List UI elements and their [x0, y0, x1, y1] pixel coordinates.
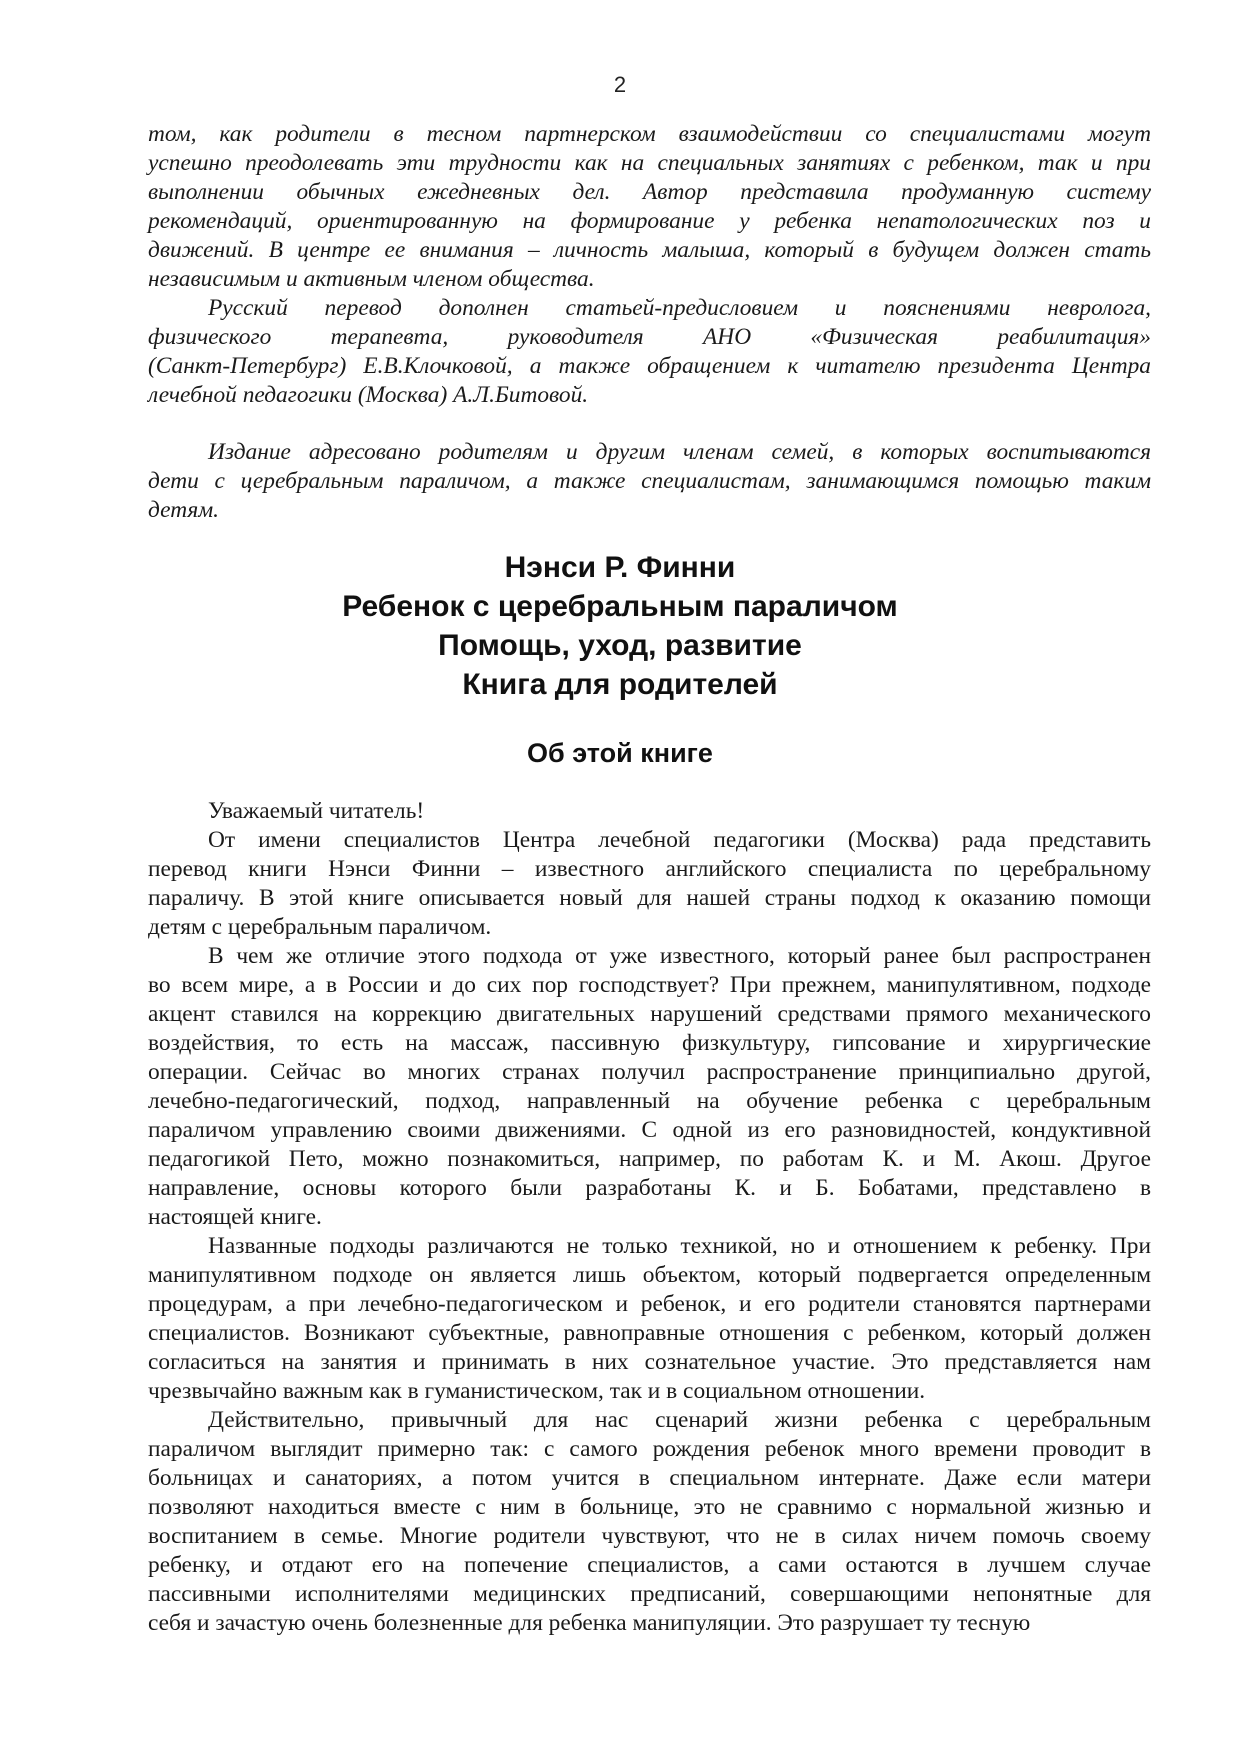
page-number: 2 — [613, 72, 627, 97]
body-line: чрезвычайно важным как в гуманистическом, так и в социальном отношении. — [148, 1378, 926, 1404]
body-line: акцент ставился на коррекцию двигательных нарушений средствами прямого механического — [148, 1001, 1151, 1027]
body-line: параличу. В этой книге описывается новый для нашей страны подход к оказанию помощи — [148, 885, 1151, 911]
body-line: воздействия, то есть на массаж, пассивную физкультуру, гипсование и хирургические — [148, 1030, 1151, 1056]
body-paragraph — [148, 826, 1151, 942]
body-line: детям с церебральным параличом. — [148, 914, 492, 940]
body-line: себя и зачастую очень болезненные для ребенка манипуляции. Это разрушает ту тесную — [148, 1610, 1031, 1636]
body-line: во всем мире, а в России и до сих пор господствует? При прежнем, манипулятивном, подходе — [148, 972, 1151, 998]
abstract-line: успешно преодолевать эти трудности как на специальных занятиях с ребенком, так и при — [148, 150, 1151, 176]
abstract-line: (Санкт-Петербург) Е.В.Клочковой, а также обращением к читателю президента Центра — [148, 353, 1151, 379]
abstract-line: выполнении обычных ежедневных дел. Автор представила продуманную систему — [148, 179, 1151, 205]
body-line: согласиться на занятия и принимать в них сознательное участие. Это представляется нам — [148, 1349, 1151, 1375]
body-line: перевод книги Нэнси Финни – известного английского специалиста по церебральному — [148, 856, 1151, 882]
abstract-line: независимым и активным членом общества. — [148, 266, 595, 292]
body-paragraph — [148, 797, 1151, 826]
body-line: настоящей книге. — [148, 1204, 322, 1230]
book-author: Нэнси Р. Финни — [504, 551, 736, 584]
body-line: позволяют находиться вместе с ним в больнице, это не сравнимо с нормальной жизнью и — [148, 1494, 1151, 1520]
abstract-line: дети с церебральным параличом, а также специалистам, занимающимся помощью таким — [148, 468, 1151, 494]
abstract-line: детям. — [148, 497, 220, 523]
book-subtitle: Помощь, уход, развитие — [438, 629, 802, 662]
abstract-block — [148, 120, 1151, 525]
body-line: ребенку, и отдают его на попечение специалистов, а сами остаются в лучшем случае — [148, 1552, 1151, 1578]
abstract-paragraph — [148, 120, 1151, 294]
body-line: больницах и санаториях, а потом учится в специальном интернате. Даже если матери — [148, 1465, 1151, 1491]
body-line: От имени специалистов Центра лечебной педагогики (Москва) рада представить — [208, 827, 1151, 853]
body-line: воспитанием в семье. Многие родители чувствуют, что не в силах ничем помочь своему — [148, 1523, 1151, 1549]
body-paragraph — [148, 1406, 1151, 1638]
paragraph-gap — [148, 410, 1151, 438]
book-title: Ребенок с церебральным параличом — [342, 590, 898, 623]
body-line: процедурам, а при лечебно-педагогическом и ребенок, и его родители становятся партнерами — [148, 1291, 1151, 1317]
body-line: лечебно-педагогический, подход, направленный на обучение ребенка с церебральным — [148, 1088, 1151, 1114]
body-line: манипулятивном подходе он является лишь объектом, который подвергается определенным — [148, 1262, 1151, 1288]
abstract-line: Издание адресовано родителям и другим членам семей, в которых воспитываются — [208, 439, 1151, 465]
abstract-line: рекомендаций, ориентированную на формирование у ребенка непатологических поз и — [148, 208, 1151, 234]
body-paragraph — [148, 1232, 1151, 1406]
body-line: параличом выглядит примерно так: с самого рождения ребенок много времени проводит в — [148, 1436, 1151, 1462]
body-paragraph — [148, 942, 1151, 1232]
body-line: специалистов. Возникают субъектные, равноправные отношения с ребенком, который должен — [148, 1320, 1151, 1346]
abstract-line: Русский перевод дополнен статьей-предисловием и пояснениями невролога, — [208, 295, 1151, 321]
title-block — [0, 548, 1240, 704]
abstract-line: лечебной педагогики (Москва) А.Л.Битовой. — [148, 382, 589, 408]
body-line: параличом управлению своими движениями. С одной из его разновидностей, кондуктивной — [148, 1117, 1151, 1143]
body-text-block — [148, 797, 1151, 1638]
abstract-line: движений. В центре ее внимания – личность малыша, который в будущем должен стать — [148, 237, 1151, 263]
abstract-paragraph — [148, 294, 1151, 410]
abstract-line: том, как родители в тесном партнерском взаимодействии со специалистами могут — [148, 121, 1151, 147]
body-line: педагогикой Пето, можно познакомиться, например, по работам К. и М. Акош. Другое — [148, 1146, 1151, 1172]
abstract-line: физического терапевта, руководителя АНО «Физическая реабилитация» — [148, 324, 1151, 350]
body-line: В чем же отличие этого подхода от уже известного, который ранее был распространен — [208, 943, 1151, 969]
book-audience: Книга для родителей — [462, 668, 778, 701]
body-line: Уважаемый читатель! — [208, 798, 425, 824]
abstract-paragraph — [148, 438, 1151, 525]
body-line: операции. Сейчас во многих странах получил распространение принципиально другой, — [148, 1059, 1151, 1085]
body-line: Действительно, привычный для нас сценарий жизни ребенка с церебральным — [208, 1407, 1151, 1433]
body-line: направление, основы которого были разработаны К. и Б. Бобатами, представлено в — [148, 1175, 1151, 1201]
body-line: Названные подходы различаются не только техникой, но и отношением к ребенку. При — [208, 1233, 1151, 1259]
section-title: Об этой книге — [527, 738, 713, 768]
body-line: пассивными исполнителями медицинских предписаний, совершающими непонятные для — [148, 1581, 1151, 1607]
